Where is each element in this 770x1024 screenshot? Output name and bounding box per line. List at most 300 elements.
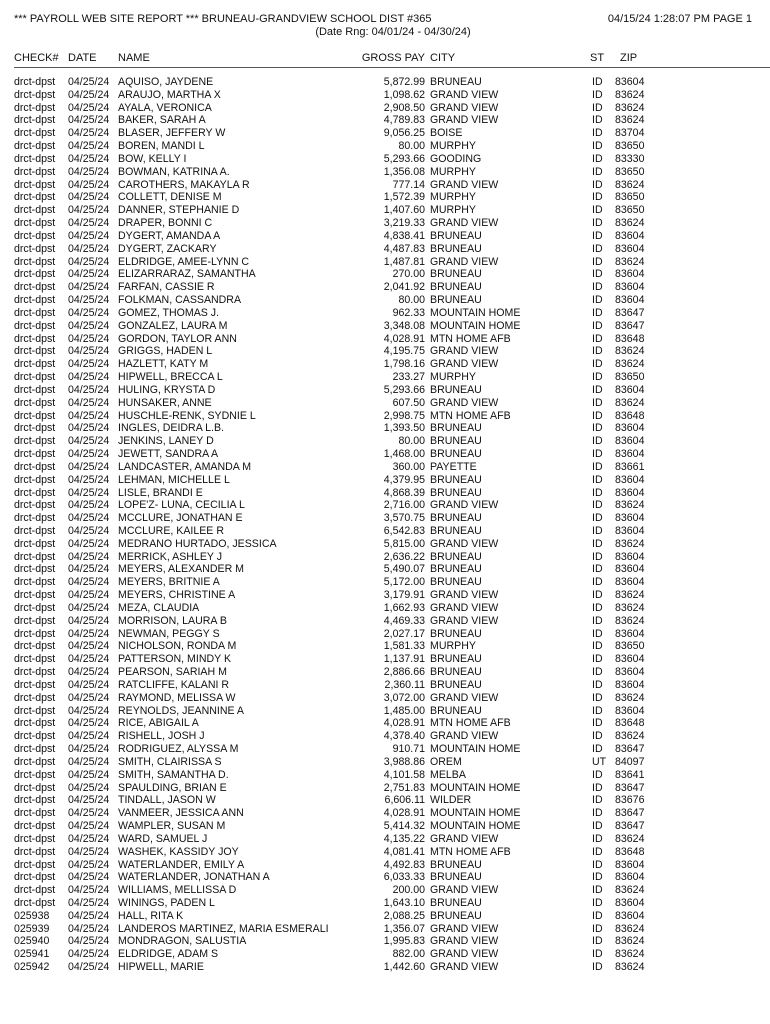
city: BRUNEAU xyxy=(430,704,482,717)
gross-pay: 2,998.75 xyxy=(383,409,425,422)
employee-name: MEDRANO HURTADO, JESSICA xyxy=(118,537,277,550)
pay-date: 04/25/24 xyxy=(68,755,110,768)
pay-date: 04/25/24 xyxy=(68,601,110,614)
city: GRAND VIEW xyxy=(430,345,499,358)
state: ID xyxy=(592,268,603,281)
pay-date: 04/25/24 xyxy=(68,114,110,127)
gross-pay: 3,219.33 xyxy=(383,217,425,230)
employee-name: HULING, KRYSTA D xyxy=(118,383,216,396)
gross-pay: 2,088.25 xyxy=(383,909,425,922)
city: BRUNEAU xyxy=(430,448,482,461)
gross-pay: 1,442.60 xyxy=(383,961,425,974)
table-row xyxy=(0,512,770,525)
gross-pay: 5,293.66 xyxy=(383,383,425,396)
city: MOUNTAIN HOME xyxy=(430,820,521,833)
check-number: drct-dpst xyxy=(14,294,56,307)
state: ID xyxy=(592,242,603,255)
pay-date: 04/25/24 xyxy=(68,807,110,820)
pay-date: 04/25/24 xyxy=(68,140,110,153)
table-row xyxy=(0,256,770,269)
city: BRUNEAU xyxy=(430,294,482,307)
city: MELBA xyxy=(430,768,466,781)
gross-pay: 4,379.95 xyxy=(383,473,425,486)
zip: 83604 xyxy=(615,76,645,88)
gross-pay: 80.00 xyxy=(398,140,425,153)
table-row xyxy=(0,743,770,756)
table-row xyxy=(0,730,770,743)
state: ID xyxy=(592,820,603,833)
pay-date: 04/25/24 xyxy=(68,409,110,422)
employee-name: HUNSAKER, ANNE xyxy=(118,396,212,409)
gross-pay: 5,872.99 xyxy=(383,76,425,88)
city: GRAND VIEW xyxy=(430,358,499,371)
employee-name: ELDRIDGE, ADAM S xyxy=(118,948,219,961)
check-number: drct-dpst xyxy=(14,242,56,255)
gross-pay: 3,072.00 xyxy=(383,691,425,704)
pay-date: 04/25/24 xyxy=(68,653,110,666)
city: BRUNEAU xyxy=(430,268,482,281)
table-row xyxy=(0,487,770,500)
employee-name: MERRICK, ASHLEY J xyxy=(118,550,223,563)
state: ID xyxy=(592,140,603,153)
employee-name: HUSCHLE-RENK, SYDNIE L xyxy=(118,409,256,422)
table-row xyxy=(0,499,770,512)
gross-pay: 5,414.32 xyxy=(383,820,425,833)
employee-name: WATERLANDER, EMILY A xyxy=(118,858,245,871)
city: GRAND VIEW xyxy=(430,935,499,948)
gross-pay: 4,028.91 xyxy=(383,332,425,345)
table-row xyxy=(0,935,770,948)
employee-name: CAROTHERS, MAKAYLA R xyxy=(118,178,250,191)
zip: 83604 xyxy=(615,524,645,537)
gross-pay: 80.00 xyxy=(398,294,425,307)
zip: 83604 xyxy=(615,486,645,499)
zip: 83604 xyxy=(615,897,645,909)
zip: 83330 xyxy=(615,152,645,165)
pay-date: 04/25/24 xyxy=(68,550,110,563)
employee-name: BOW, KELLY I xyxy=(118,152,187,165)
state: ID xyxy=(592,229,603,242)
table-row xyxy=(0,243,770,256)
check-number: drct-dpst xyxy=(14,897,56,909)
city: GRAND VIEW xyxy=(430,178,499,191)
check-number: drct-dpst xyxy=(14,691,56,704)
employee-name: MEZA, CLAUDIA xyxy=(118,601,200,614)
check-number: drct-dpst xyxy=(14,127,56,140)
check-number: 025942 xyxy=(14,961,50,974)
state: ID xyxy=(592,319,603,332)
state: ID xyxy=(592,935,603,948)
employee-name: BLASER, JEFFERY W xyxy=(118,127,226,140)
table-row xyxy=(0,961,770,974)
zip: 83604 xyxy=(615,294,645,307)
pay-date: 04/25/24 xyxy=(68,730,110,743)
state: ID xyxy=(592,358,603,371)
employee-name: GORDON, TAYLOR ANN xyxy=(118,332,237,345)
check-number: drct-dpst xyxy=(14,114,56,127)
table-row xyxy=(0,820,770,833)
city: GOODING xyxy=(430,152,482,165)
employee-name: GOMEZ, THOMAS J. xyxy=(118,306,220,319)
employee-name: LOPE'Z- LUNA, CECILIA L xyxy=(118,499,245,512)
zip: 83650 xyxy=(615,371,645,384)
state: ID xyxy=(592,858,603,871)
zip: 83604 xyxy=(615,473,645,486)
employee-name: HIPWELL, BRECCA L xyxy=(118,371,223,384)
col-name: NAME xyxy=(118,52,150,64)
check-number: drct-dpst xyxy=(14,550,56,563)
state: ID xyxy=(592,294,603,307)
col-date: DATE xyxy=(68,52,97,64)
pay-date: 04/25/24 xyxy=(68,512,110,525)
state: ID xyxy=(592,512,603,525)
gross-pay: 4,868.39 xyxy=(383,486,425,499)
table-row xyxy=(0,628,770,641)
employee-name: AYALA, VERONICA xyxy=(118,101,212,114)
header-divider xyxy=(14,67,770,68)
city: BRUNEAU xyxy=(430,512,482,525)
check-number: drct-dpst xyxy=(14,76,56,88)
employee-name: ELIZARRARAZ, SAMANTHA xyxy=(118,268,256,281)
gross-pay: 2,751.83 xyxy=(383,781,425,794)
gross-pay: 4,028.91 xyxy=(383,717,425,730)
state: ID xyxy=(592,743,603,756)
check-number: drct-dpst xyxy=(14,499,56,512)
employee-name: BOREN, MANDI L xyxy=(118,140,205,153)
pay-date: 04/25/24 xyxy=(68,858,110,871)
gross-pay: 9,056.25 xyxy=(383,127,425,140)
city: MTN HOME AFB xyxy=(430,409,511,422)
pay-date: 04/25/24 xyxy=(68,666,110,679)
table-row xyxy=(0,422,770,435)
city: MURPHY xyxy=(430,371,476,384)
employee-name: MORRISON, LAURA B xyxy=(118,614,227,627)
table-row xyxy=(0,114,770,127)
check-number: drct-dpst xyxy=(14,473,56,486)
table-row xyxy=(0,910,770,923)
table-row xyxy=(0,756,770,769)
employee-name: JENKINS, LANEY D xyxy=(118,435,214,448)
check-number: drct-dpst xyxy=(14,884,56,897)
zip: 83650 xyxy=(615,204,645,217)
employee-name: WAMPLER, SUSAN M xyxy=(118,820,226,833)
zip: 83624 xyxy=(615,601,645,614)
pay-date: 04/25/24 xyxy=(68,268,110,281)
city: MOUNTAIN HOME xyxy=(430,807,521,820)
check-number: drct-dpst xyxy=(14,396,56,409)
table-row xyxy=(0,679,770,692)
gross-pay: 2,886.66 xyxy=(383,666,425,679)
state: ID xyxy=(592,345,603,358)
state: ID xyxy=(592,537,603,550)
employee-name: LANDEROS MARTINEZ, MARIA ESMERALI xyxy=(118,922,329,935)
table-row xyxy=(0,345,770,358)
check-number: drct-dpst xyxy=(14,524,56,537)
check-number: drct-dpst xyxy=(14,704,56,717)
check-number: drct-dpst xyxy=(14,743,56,756)
employee-name: NEWMAN, PEGGY S xyxy=(118,627,220,640)
state: ID xyxy=(592,961,603,974)
gross-pay: 1,995.83 xyxy=(383,935,425,948)
table-row xyxy=(0,948,770,961)
employee-name: BAKER, SARAH A xyxy=(118,114,206,127)
gross-pay: 882.00 xyxy=(392,948,425,961)
zip: 83624 xyxy=(615,537,645,550)
table-row xyxy=(0,923,770,936)
state: ID xyxy=(592,165,603,178)
gross-pay: 1,407.60 xyxy=(383,204,425,217)
table-row xyxy=(0,268,770,281)
zip: 83624 xyxy=(615,948,645,961)
zip: 83624 xyxy=(615,217,645,230)
gross-pay: 1,643.10 xyxy=(383,897,425,909)
pay-date: 04/25/24 xyxy=(68,768,110,781)
zip: 83648 xyxy=(615,409,645,422)
employee-name: VANMEER, JESSICA ANN xyxy=(118,807,244,820)
zip: 83624 xyxy=(615,589,645,602)
employee-name: JEWETT, SANDRA A xyxy=(118,448,219,461)
check-number: drct-dpst xyxy=(14,204,56,217)
pay-date: 04/25/24 xyxy=(68,691,110,704)
pay-date: 04/25/24 xyxy=(68,294,110,307)
col-gross-pay: GROSS PAY xyxy=(361,52,425,64)
table-row xyxy=(0,794,770,807)
pay-date: 04/25/24 xyxy=(68,576,110,589)
state: ID xyxy=(592,691,603,704)
zip: 83647 xyxy=(615,319,645,332)
zip: 83604 xyxy=(615,909,645,922)
table-row xyxy=(0,127,770,140)
gross-pay: 777.14 xyxy=(392,178,425,191)
gross-pay: 6,542.83 xyxy=(383,524,425,537)
gross-pay: 1,468.00 xyxy=(383,448,425,461)
employee-name: SMITH, CLAIRISSA S xyxy=(118,755,222,768)
table-row xyxy=(0,320,770,333)
zip: 83604 xyxy=(615,435,645,448)
zip: 83604 xyxy=(615,242,645,255)
check-number: drct-dpst xyxy=(14,537,56,550)
gross-pay: 1,137.91 xyxy=(383,653,425,666)
check-number: drct-dpst xyxy=(14,512,56,525)
check-number: drct-dpst xyxy=(14,755,56,768)
pay-date: 04/25/24 xyxy=(68,537,110,550)
employee-name: MEYERS, CHRISTINE A xyxy=(118,589,236,602)
gross-pay: 3,988.86 xyxy=(383,755,425,768)
gross-pay: 5,172.00 xyxy=(383,576,425,589)
check-number: drct-dpst xyxy=(14,152,56,165)
table-row xyxy=(0,217,770,230)
employee-name: MONDRAGON, SALUSTIA xyxy=(118,935,247,948)
state: ID xyxy=(592,499,603,512)
table-row xyxy=(0,474,770,487)
state: ID xyxy=(592,524,603,537)
pay-date: 04/25/24 xyxy=(68,345,110,358)
zip: 83604 xyxy=(615,229,645,242)
pay-date: 04/25/24 xyxy=(68,101,110,114)
zip: 83624 xyxy=(615,884,645,897)
zip: 83624 xyxy=(615,961,645,974)
state: ID xyxy=(592,781,603,794)
employee-name: DYGERT, AMANDA A xyxy=(118,229,221,242)
employee-name: BOWMAN, KATRINA A. xyxy=(118,165,230,178)
check-number: drct-dpst xyxy=(14,666,56,679)
table-row xyxy=(0,782,770,795)
zip: 83624 xyxy=(615,691,645,704)
state: ID xyxy=(592,332,603,345)
gross-pay: 3,570.75 xyxy=(383,512,425,525)
city: GRAND VIEW xyxy=(430,884,499,897)
gross-pay: 1,356.08 xyxy=(383,165,425,178)
zip: 83604 xyxy=(615,704,645,717)
pay-date: 04/25/24 xyxy=(68,845,110,858)
zip: 84097 xyxy=(615,755,645,768)
state: ID xyxy=(592,191,603,204)
gross-pay: 2,041.92 xyxy=(383,281,425,294)
employee-name: SPAULDING, BRIAN E xyxy=(118,781,227,794)
employee-name: MCCLURE, KAILEE R xyxy=(118,524,224,537)
col-check: CHECK# xyxy=(14,52,59,64)
check-number: drct-dpst xyxy=(14,281,56,294)
check-number: drct-dpst xyxy=(14,820,56,833)
check-number: drct-dpst xyxy=(14,871,56,884)
city: BRUNEAU xyxy=(430,524,482,537)
pay-date: 04/25/24 xyxy=(68,743,110,756)
state: ID xyxy=(592,845,603,858)
state: ID xyxy=(592,101,603,114)
table-row xyxy=(0,204,770,217)
table-row xyxy=(0,563,770,576)
employee-name: RAYMOND, MELISSA W xyxy=(118,691,236,704)
state: ID xyxy=(592,601,603,614)
check-number: drct-dpst xyxy=(14,191,56,204)
check-number: drct-dpst xyxy=(14,88,56,101)
gross-pay: 1,393.50 xyxy=(383,422,425,435)
state: ID xyxy=(592,627,603,640)
employee-name: WARD, SAMUEL J xyxy=(118,832,208,845)
city: BRUNEAU xyxy=(430,858,482,871)
city: GRAND VIEW xyxy=(430,601,499,614)
column-header-row xyxy=(0,52,770,66)
employee-name: GONZALEZ, LAURA M xyxy=(118,319,228,332)
state: ID xyxy=(592,768,603,781)
state: ID xyxy=(592,653,603,666)
table-row xyxy=(0,281,770,294)
city: GRAND VIEW xyxy=(430,589,499,602)
check-number: drct-dpst xyxy=(14,768,56,781)
city: BRUNEAU xyxy=(430,909,482,922)
gross-pay: 962.33 xyxy=(392,306,425,319)
city: GRAND VIEW xyxy=(430,114,499,127)
state: ID xyxy=(592,281,603,294)
pay-date: 04/25/24 xyxy=(68,396,110,409)
gross-pay: 200.00 xyxy=(392,884,425,897)
state: ID xyxy=(592,640,603,653)
zip: 83650 xyxy=(615,640,645,653)
state: ID xyxy=(592,152,603,165)
city: GRAND VIEW xyxy=(430,499,499,512)
check-number: drct-dpst xyxy=(14,832,56,845)
gross-pay: 3,179.91 xyxy=(383,589,425,602)
gross-pay: 233.27 xyxy=(392,371,425,384)
check-number: drct-dpst xyxy=(14,653,56,666)
gross-pay: 4,838.41 xyxy=(383,229,425,242)
check-number: drct-dpst xyxy=(14,460,56,473)
state: ID xyxy=(592,460,603,473)
state: ID xyxy=(592,614,603,627)
employee-name: DYGERT, ZACKARY xyxy=(118,242,217,255)
state: ID xyxy=(592,217,603,230)
check-number: drct-dpst xyxy=(14,178,56,191)
zip: 83647 xyxy=(615,781,645,794)
state: UT xyxy=(592,755,607,768)
state: ID xyxy=(592,730,603,743)
zip: 83641 xyxy=(615,768,645,781)
check-number: 025941 xyxy=(14,948,50,961)
pay-date: 04/25/24 xyxy=(68,306,110,319)
employee-name: WILLIAMS, MELLISSA D xyxy=(118,884,237,897)
employee-name: TINDALL, JASON W xyxy=(118,794,216,807)
employee-name: GRIGGS, HADEN L xyxy=(118,345,213,358)
pay-date: 04/25/24 xyxy=(68,473,110,486)
city: MURPHY xyxy=(430,140,476,153)
report-title: *** PAYROLL WEB SITE REPORT *** BRUNEAU-GRANDVIEW SCHOOL DIST #365 xyxy=(14,13,432,25)
gross-pay: 4,378.40 xyxy=(383,730,425,743)
check-number: drct-dpst xyxy=(14,845,56,858)
table-row xyxy=(0,884,770,897)
zip: 83604 xyxy=(615,871,645,884)
pay-date: 04/25/24 xyxy=(68,332,110,345)
check-number: drct-dpst xyxy=(14,101,56,114)
check-number: drct-dpst xyxy=(14,589,56,602)
city: WILDER xyxy=(430,794,472,807)
state: ID xyxy=(592,383,603,396)
zip: 83676 xyxy=(615,794,645,807)
zip: 83661 xyxy=(615,460,645,473)
state: ID xyxy=(592,871,603,884)
city: GRAND VIEW xyxy=(430,88,499,101)
zip: 83604 xyxy=(615,550,645,563)
employee-name: REYNOLDS, JEANNINE A xyxy=(118,704,244,717)
city: BRUNEAU xyxy=(430,563,482,576)
state: ID xyxy=(592,422,603,435)
pay-date: 04/25/24 xyxy=(68,948,110,961)
gross-pay: 5,490.07 xyxy=(383,563,425,576)
zip: 83604 xyxy=(615,281,645,294)
gross-pay: 4,195.75 xyxy=(383,345,425,358)
pay-date: 04/25/24 xyxy=(68,217,110,230)
zip: 83604 xyxy=(615,627,645,640)
table-row xyxy=(0,410,770,423)
zip: 83604 xyxy=(615,448,645,461)
gross-pay: 80.00 xyxy=(398,435,425,448)
gross-pay: 4,135.22 xyxy=(383,832,425,845)
check-number: drct-dpst xyxy=(14,794,56,807)
table-row xyxy=(0,705,770,718)
zip: 83604 xyxy=(615,576,645,589)
gross-pay: 6,606.11 xyxy=(384,794,425,807)
gross-pay: 4,101.58 xyxy=(383,768,425,781)
city: GRAND VIEW xyxy=(430,255,499,268)
pay-date: 04/25/24 xyxy=(68,242,110,255)
gross-pay: 1,662.93 xyxy=(383,601,425,614)
pay-date: 04/25/24 xyxy=(68,460,110,473)
employee-name: WATERLANDER, JONATHAN A xyxy=(118,871,270,884)
pay-date: 04/25/24 xyxy=(68,832,110,845)
table-row xyxy=(0,371,770,384)
check-number: drct-dpst xyxy=(14,448,56,461)
check-number: drct-dpst xyxy=(14,371,56,384)
table-row xyxy=(0,589,770,602)
